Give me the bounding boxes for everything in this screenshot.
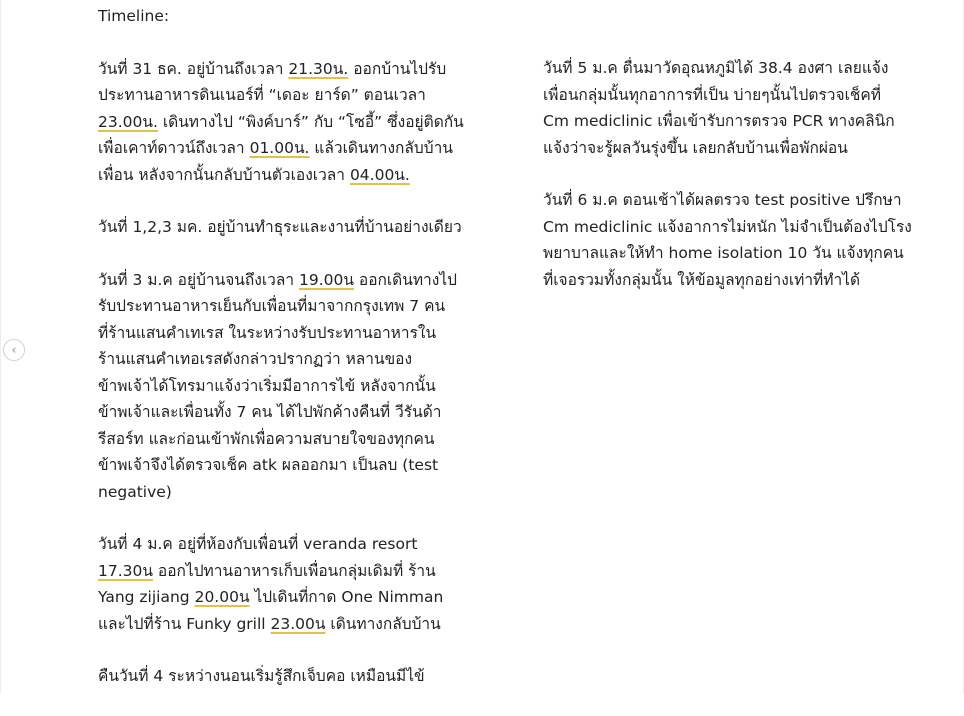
timeline-entry <box>98 56 508 189</box>
carousel-prev-button[interactable] <box>3 339 25 361</box>
entry-text: เดินทางกลับบ้าน <box>325 614 441 633</box>
time-highlight: 23.00น <box>270 614 326 633</box>
entry-text: ไปเดินที่กาด One Nimman และไปที่ร้าน Funky grill <box>98 588 444 633</box>
entry-text: ออกไปทานอาหารเก็บเพื่อนกลุ่มเดิมที่ ร้าน Yang zijiang <box>98 561 436 606</box>
time-highlight: 01.00น. <box>249 139 310 157</box>
entry-text: วันที่ 1,2,3 มค. อยู่บ้านทำธุระและงานที่บ้านอย่างเดียว <box>98 218 462 236</box>
entry-text: ออกเดินทางไป รับประทานอาหารเย็นกับเพื่อนที่มาจากกรุงเทพ 7 คน ที่ร้านแสนคำเทเรส ในระหว่างรับประทานอาหารใน ร้านแสนคำเทอเรสดังกล่าวปรากฏว่า หลานของ ข้าพเจ้าได้โทรมาแจ้งว่าเริ่มมีอาการไข้ หลังจากนั้น ข้าพเจ้าและเพื่อนทั้ง 7 คน ได้ไปพักค้างคืนที่ วีรันด้า รีสอร์ท และก่อนเข้าพักเพื่อความสบายใจของทุกคน ข้าพเจ้าจึงได้ตรวจเช็ค atk ผลออกมา เป็นลบ (test negative) <box>98 270 457 501</box>
chevron-left-icon: ‹ <box>11 342 17 358</box>
time-highlight: 19.00น <box>298 270 354 289</box>
entry-text: วันที่ 31 ธค. อยู่บ้านถึงเวลา <box>98 59 289 78</box>
time-highlight: 23.00น. <box>98 112 158 131</box>
timeline-entry <box>98 663 508 690</box>
entry-text: ออกบ้านไปรับ ประทานอาหารดินเนอร์ที่ “เดอะ ยาร์ด” ตอนเวลา <box>98 59 447 104</box>
timeline-left-column <box>98 0 508 716</box>
timeline-title: Timeline: <box>98 7 170 25</box>
time-highlight: 17.30น <box>98 561 153 580</box>
timeline-right-column <box>543 0 943 319</box>
entry-text: วันที่ 4 ม.ค อยู่ที่ห้องกับเพื่อนที่ veranda resort <box>98 535 418 553</box>
entry-text: คืนวันที่ 4 ระหว่างนอนเริ่มรู้สึกเจ็บคอ เหมือนมีไข้ <box>98 667 425 685</box>
time-highlight: 20.00น <box>194 588 250 606</box>
timeline-entry <box>98 267 508 506</box>
timeline-entry <box>543 55 943 161</box>
entry-text: วันที่ 3 ม.ค อยู่บ้านจนถึงเวลา <box>98 270 299 289</box>
timeline-entry <box>98 531 508 637</box>
entry-text: วันที่ 6 ม.ค ตอนเช้าได้ผลตรวจ test positive ปรึกษา Cm mediclinic แจ้งอาการไม่หนัก ไม่จำเป็นต้องไปโรง พยาบาลและให้ทำ home isolation 10 วัน แจ้งทุกคน ที่เจอรวมทั้งกลุ่มนั้น ให้ข้อมูลทุกอย่างเท่าที่ทำได้ <box>543 191 912 289</box>
time-highlight: 21.30น. <box>288 59 349 78</box>
entry-text: เดินทางไป “พิงค์บาร์” กับ “โซอี้” ซึ่งอยู่ติดกัน เพื่อเคาท์ดาวน์ถึงเวลา <box>98 112 464 157</box>
entry-text: แล้วเดินทางกลับบ้าน เพื่อน หลังจากนั้นกลับบ้านตัวเองเวลา <box>98 139 453 184</box>
time-highlight: 04.00น. <box>349 165 410 184</box>
timeline-entry <box>543 187 943 293</box>
entry-text: วันที่ 5 ม.ค ตื่นมาวัดอุณหภูมิได้ 38.4 องศา เลยแจ้ง เพื่อนกลุ่มนั้นทุกอาการที่เป็น บ่ายๆนั้นไปตรวจเช็คที่ Cm mediclinic เพื่อเข้ารับการตรวจ PCR ทางคลินิก แจ้งว่าจะรู้ผลวันรุ่งขึ้น เลยกลับบ้านเพื่อพักผ่อน <box>543 59 895 157</box>
left-edge-divider <box>0 0 1 694</box>
timeline-entry <box>98 214 508 241</box>
